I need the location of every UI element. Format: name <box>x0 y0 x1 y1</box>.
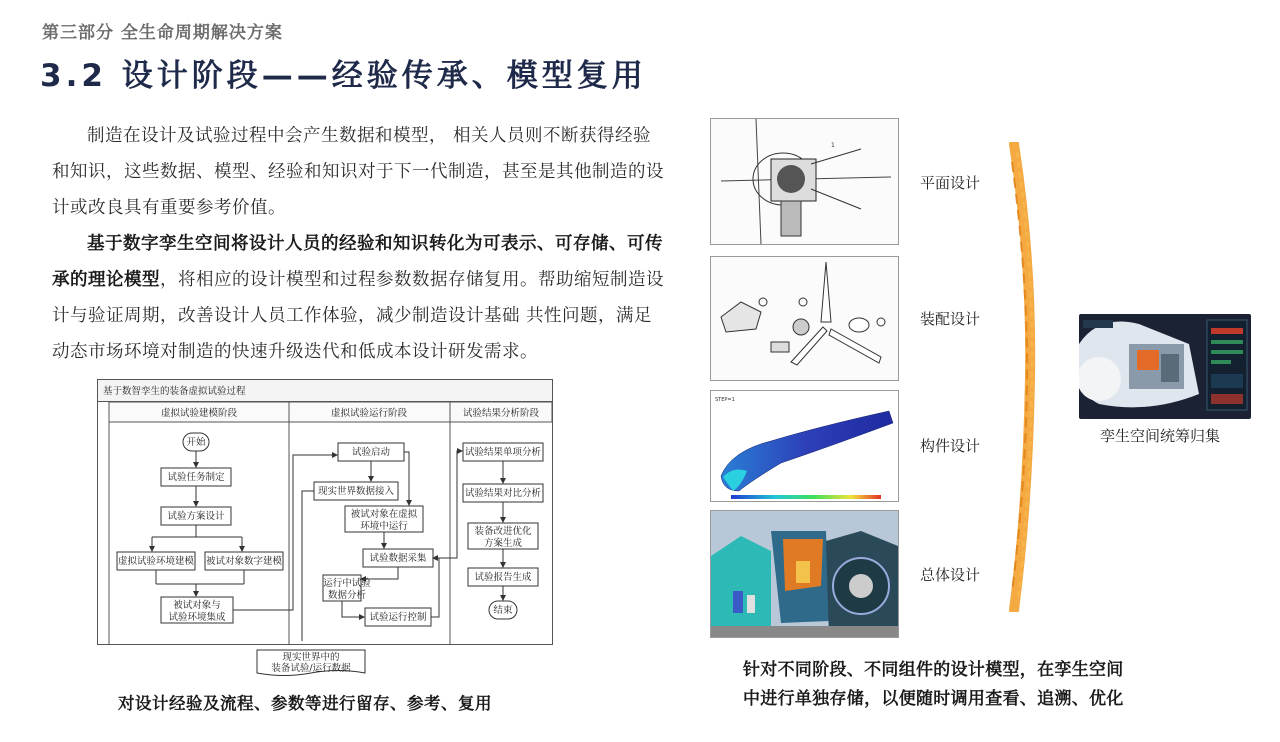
node-control: 试验运行控制 <box>369 612 427 623</box>
twin-label: 孪生空间统筹归集 <box>1100 427 1221 445</box>
flowchart-column-3: 试验结果分析阶段 <box>462 408 540 419</box>
orange-brush-bracket <box>1008 142 1038 612</box>
node-end: 结束 <box>493 605 513 616</box>
node-start: 开始 <box>186 437 206 448</box>
paragraph-2 <box>52 226 668 370</box>
node-analyze-2: 数据分析 <box>327 590 367 601</box>
body-text <box>52 118 668 370</box>
paragraph-1: 制造在设计及试验过程中会产生数据和模型， 相关人员则不断获得经验和知识，这些数据、模型、经验和知识对于下一代制造，甚至是其他制造的设 计或改良具有重要参考价值。 <box>52 126 664 218</box>
stage-label-plane: 平面设计 <box>920 174 981 192</box>
stage-label-component: 构件设计 <box>920 437 981 455</box>
node-run-2: 环境中运行 <box>360 521 408 532</box>
node-object-model: 被试对象数字建模 <box>205 556 283 567</box>
component-design-image <box>710 390 899 502</box>
node-single-analysis: 试验结果单项分析 <box>464 447 542 458</box>
node-analyze-1: 运行中试验 <box>323 578 371 589</box>
assembly-design-image <box>710 256 899 381</box>
real-data-line-2: 装备试验/运行数据 <box>271 663 351 674</box>
stage-label-assembly: 装配设计 <box>920 310 981 328</box>
real-data-line-1: 现实世界中的 <box>282 652 340 663</box>
section-label: 第三部分 全生命周期解决方案 <box>42 23 283 43</box>
stage-label-overall: 总体设计 <box>920 566 981 584</box>
node-plan: 试验方案设计 <box>167 511 225 522</box>
node-run-1: 被试对象在虚拟 <box>350 509 418 520</box>
caption-right-line-2: 中进行单独存储，以便随时调用查看、追溯、优化 <box>743 689 1124 709</box>
node-report: 试验报告生成 <box>474 572 532 583</box>
flowchart-column-2: 虚拟试验运行阶段 <box>330 408 408 419</box>
node-task: 试验任务制定 <box>167 472 225 483</box>
svg-text:STEP=1: STEP=1 <box>715 397 735 403</box>
virtual-test-flowchart <box>97 379 553 645</box>
flowchart-caption: 对设计经验及流程、参数等进行留存、参考、复用 <box>118 694 492 713</box>
caption-right-line-1: 针对不同阶段、不同组件的设计模型，在孪生空间 <box>743 660 1124 680</box>
digital-twin-image <box>1079 314 1251 419</box>
design-model-caption <box>743 656 1173 714</box>
node-launch: 试验启动 <box>351 447 391 458</box>
node-compare-analysis: 试验结果对比分析 <box>464 488 542 499</box>
page-title: 3.2 设计阶段——经验传承、模型复用 <box>40 58 647 94</box>
node-optimize-2: 方案生成 <box>483 538 523 549</box>
node-data-access: 现实世界数据接入 <box>317 486 395 497</box>
node-integration-2: 试验环境集成 <box>168 612 226 623</box>
node-integration-1: 被试对象与 <box>173 600 221 611</box>
node-env-model: 虚拟试验环境建模 <box>117 556 195 567</box>
paragraph-2-rest: ，将相应的设计模型和过程参数数据存储复用。帮助缩短制造设计与验证周期，改善设计人员工作体验，减少制造设计基础 共性问题，满足动态市场环境对制造的快速升级迭代和低成本设计研发需求。 <box>52 270 664 362</box>
svg-text:1: 1 <box>831 142 835 149</box>
paragraph-2-emphasis: 基于数字孪生空间将设计人员的经验和知识转化为可表示、可存储、可传承的理论模型 <box>52 234 663 290</box>
plane-design-image <box>710 118 899 245</box>
node-collect: 试验数据采集 <box>369 553 427 564</box>
flowchart-column-1: 虚拟试验建模阶段 <box>160 408 238 419</box>
node-optimize-1: 装备改进优化 <box>474 526 532 537</box>
flowchart-title: 基于数智孪生的装备虚拟试验过程 <box>103 386 246 397</box>
real-world-data-node <box>255 648 367 678</box>
overall-design-image <box>710 510 899 638</box>
